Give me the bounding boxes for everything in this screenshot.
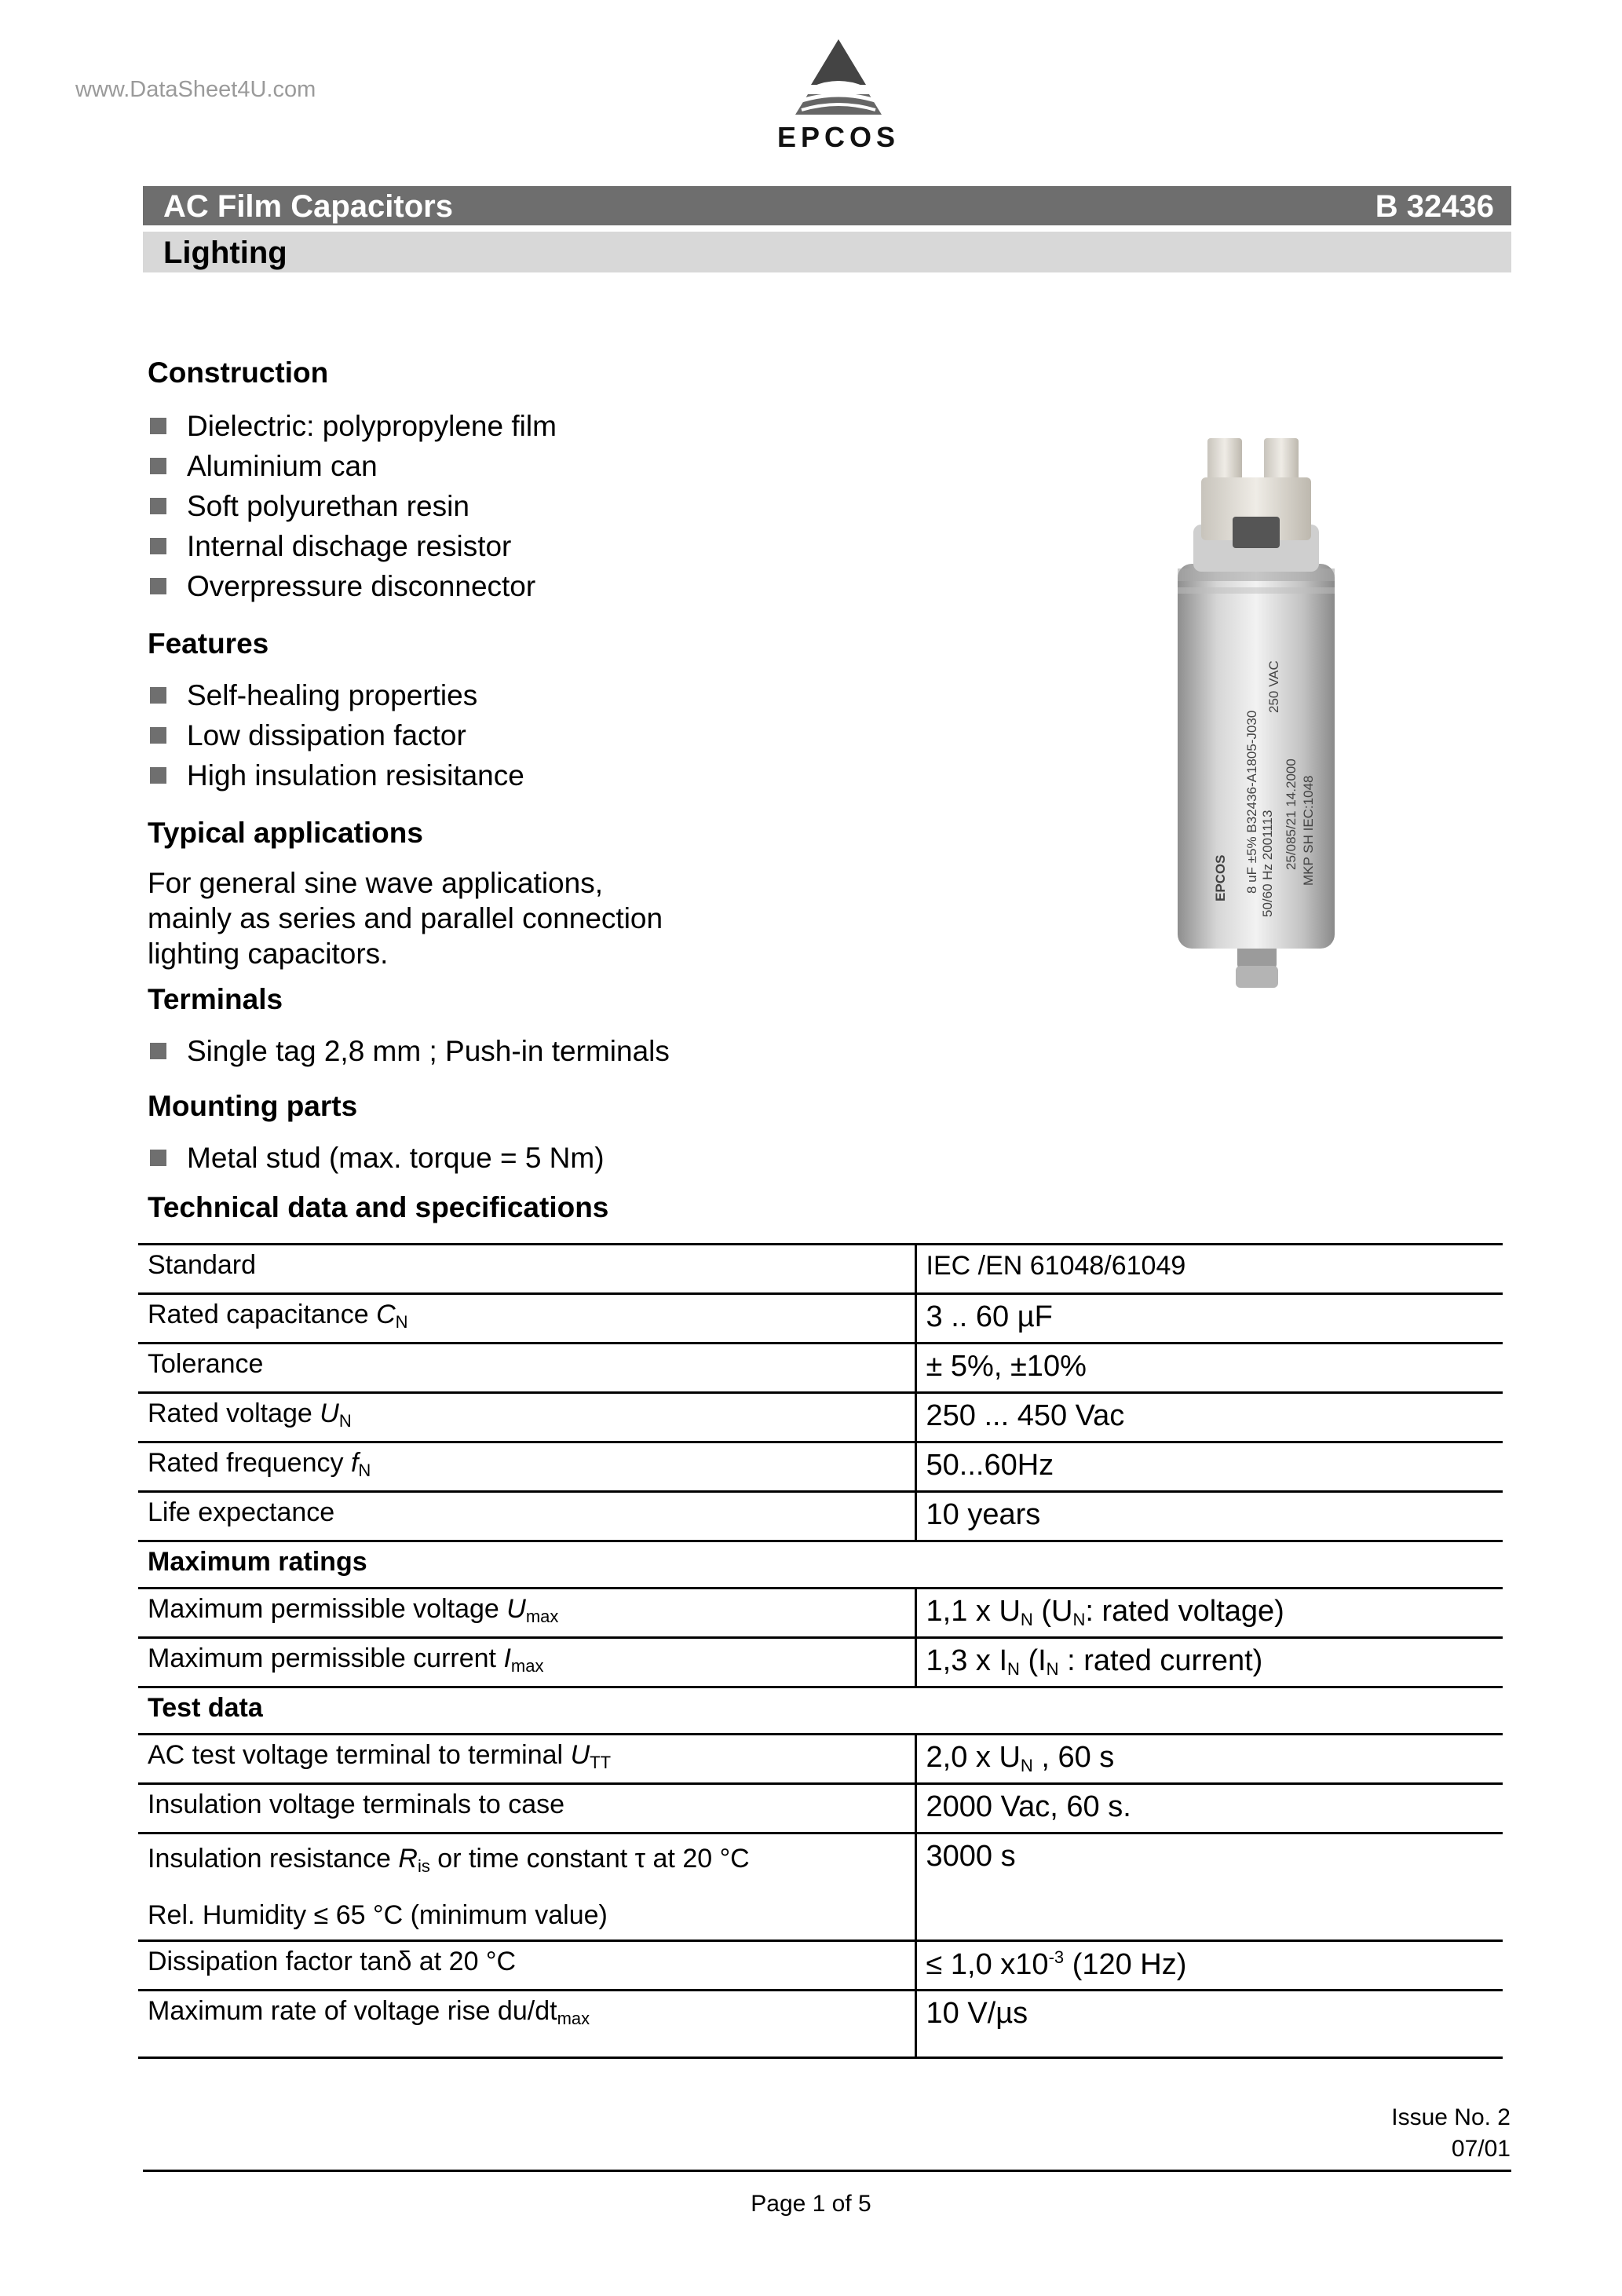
table-row <box>138 1294 1503 1344</box>
table-row <box>138 1344 1503 1393</box>
section-heading: Maximum ratings <box>138 1541 1503 1589</box>
bullet-square-icon <box>150 538 166 554</box>
part-number: B 32436 <box>1375 189 1494 224</box>
list-item <box>148 406 557 446</box>
doc-subtitle: Lighting <box>163 236 287 270</box>
construction-heading: Construction <box>148 356 329 389</box>
label-line: 50/60 Hz 2001113 <box>1260 810 1275 917</box>
logo-text: EPCOS <box>776 121 901 153</box>
title-bar <box>143 186 1511 225</box>
label-line: 25/085/21 14.2000 <box>1284 759 1299 870</box>
spec-value: 2,0 x $U_N$ , 60 s <box>915 1735 1503 1784</box>
label-line: 250 VAC <box>1266 660 1281 713</box>
spec-value: 1,3 x $I_N$ ($I_N$ : rated current) <box>915 1638 1503 1687</box>
spec-value: IEC /EN 61048/61049 <box>915 1245 1503 1294</box>
spec-label: Dissipation factor tanδ at 20 °C <box>138 1941 915 1991</box>
spec-value: 3 .. 60 µF <box>915 1294 1503 1344</box>
bullet-square-icon <box>150 578 166 594</box>
watermark: www.DataSheet4U.com <box>75 77 316 102</box>
list-item-text: Aluminium can <box>187 450 378 482</box>
spec-label: Maximum permissible voltage $U_{max}$ <box>138 1589 915 1638</box>
list-item-text: Self-healing properties <box>187 679 478 711</box>
bullet-square-icon <box>150 727 166 744</box>
bullet-square-icon <box>150 687 166 704</box>
section-row <box>138 1687 1503 1735</box>
list-item <box>148 715 524 755</box>
list-item-text: High insulation resisitance <box>187 759 524 792</box>
mounting-list <box>148 1138 605 1178</box>
capacitor-product-image <box>1162 430 1350 1004</box>
bullet-square-icon <box>150 767 166 784</box>
bullet-square-icon <box>150 498 166 514</box>
spec-label: Rated voltage $U_N$ <box>138 1393 915 1442</box>
bullet-square-icon <box>150 418 166 434</box>
table-row <box>138 1492 1503 1541</box>
table-row <box>138 1941 1503 1991</box>
issue-info <box>1391 2102 1511 2165</box>
list-item <box>148 446 557 486</box>
bullet-square-icon <box>150 1150 166 1166</box>
spec-value: ≤ 1,0 $x10^{-3}$ (120 Hz) <box>915 1941 1503 1991</box>
table-row <box>138 1245 1503 1294</box>
list-item-text: Single tag 2,8 mm ; Push-in terminals <box>187 1035 670 1067</box>
spec-label: Rated frequency $f_N$ <box>138 1442 915 1492</box>
table-row <box>138 1442 1503 1492</box>
spec-label: Tolerance <box>138 1344 915 1393</box>
page-number: Page 1 of 5 <box>751 2191 871 2217</box>
text-line: lighting capacitors. <box>148 938 389 970</box>
spec-label: Rated capacitance $C_N$ <box>138 1294 915 1344</box>
spec-label: Maximum rate of voltage rise $du/dt_{max}$ <box>138 1991 915 2058</box>
epcos-logo-icon <box>756 38 921 124</box>
bullet-square-icon <box>150 1043 166 1059</box>
list-item <box>148 1138 605 1178</box>
spec-value: 10 V/µs <box>915 1991 1503 2058</box>
spec-value: 250 ... 450 Vac <box>915 1393 1503 1442</box>
table-row <box>138 1735 1503 1784</box>
list-item-text: Soft polyurethan resin <box>187 490 469 522</box>
list-item <box>148 675 524 715</box>
features-list <box>148 675 524 795</box>
applications-text <box>148 865 744 971</box>
spec-value: ± 5%, ±10% <box>915 1344 1503 1393</box>
table-row <box>138 1991 1503 2058</box>
label-line: MKP SH IEC:1048 <box>1301 775 1316 886</box>
specs-heading: Technical data and specifications <box>148 1191 609 1223</box>
spec-label: Life expectance <box>138 1492 915 1541</box>
label-line: EPCOS <box>1213 854 1228 901</box>
table-row <box>138 1393 1503 1442</box>
spec-label: AC test voltage terminal to terminal $U_{TT}$ <box>138 1735 915 1784</box>
list-item <box>148 566 557 606</box>
list-item-text: Metal stud (max. torque = 5 Nm) <box>187 1142 605 1174</box>
list-item-text: Internal dischage resistor <box>187 530 512 562</box>
epcos-logo <box>756 38 921 155</box>
table-row <box>138 1784 1503 1834</box>
doc-title: AC Film Capacitors <box>163 189 453 224</box>
applications-heading: Typical applications <box>148 817 423 849</box>
table-row <box>138 1589 1503 1638</box>
spec-label: Insulation voltage terminals to case <box>138 1784 915 1834</box>
spec-value: 50...60Hz <box>915 1442 1503 1492</box>
table-row <box>138 1834 1503 1941</box>
list-item <box>148 486 557 526</box>
spec-value: 2000 Vac, 60 s. <box>915 1784 1503 1834</box>
section-heading: Test data <box>138 1687 1503 1735</box>
spec-label: Insulation resistance $R_{is}$ or time constant τ at 20 °C Rel. Humidity ≤ 65 °C (minimum value) <box>138 1834 915 1941</box>
bullet-square-icon <box>150 458 166 474</box>
terminals-heading: Terminals <box>148 983 283 1015</box>
text-line: For general sine wave applications, <box>148 867 603 899</box>
capacitor-icon <box>1162 430 1350 1004</box>
list-item <box>148 526 557 566</box>
list-item-text: Low dissipation factor <box>187 719 466 751</box>
subtitle-bar <box>143 232 1511 272</box>
features-heading: Features <box>148 627 269 660</box>
spec-label: Maximum permissible current $I_{max}$ <box>138 1638 915 1687</box>
spec-table <box>138 1243 1503 2059</box>
mounting-heading: Mounting parts <box>148 1090 358 1122</box>
spec-value: 3000 s <box>915 1834 1503 1941</box>
spec-value: 1,1 x $U_N$ ($U_N$: rated voltage) <box>915 1589 1503 1638</box>
label-line: 8 uF ±5% B32436-A1805-J030 <box>1244 710 1259 894</box>
terminals-list <box>148 1031 670 1071</box>
list-item-text: Dielectric: polypropylene film <box>187 410 557 442</box>
section-row <box>138 1541 1503 1589</box>
table-row <box>138 1638 1503 1687</box>
text-line: mainly as series and parallel connection <box>148 902 663 934</box>
list-item <box>148 1031 670 1071</box>
spec-label: Standard <box>138 1245 915 1294</box>
footer-divider <box>143 2170 1511 2172</box>
issue-date: 07/01 <box>1451 2136 1511 2162</box>
issue-number: Issue No. 2 <box>1391 2104 1511 2130</box>
spec-value: 10 years <box>915 1492 1503 1541</box>
list-item <box>148 755 524 795</box>
list-item-text: Overpressure disconnector <box>187 570 536 602</box>
construction-list <box>148 406 557 606</box>
